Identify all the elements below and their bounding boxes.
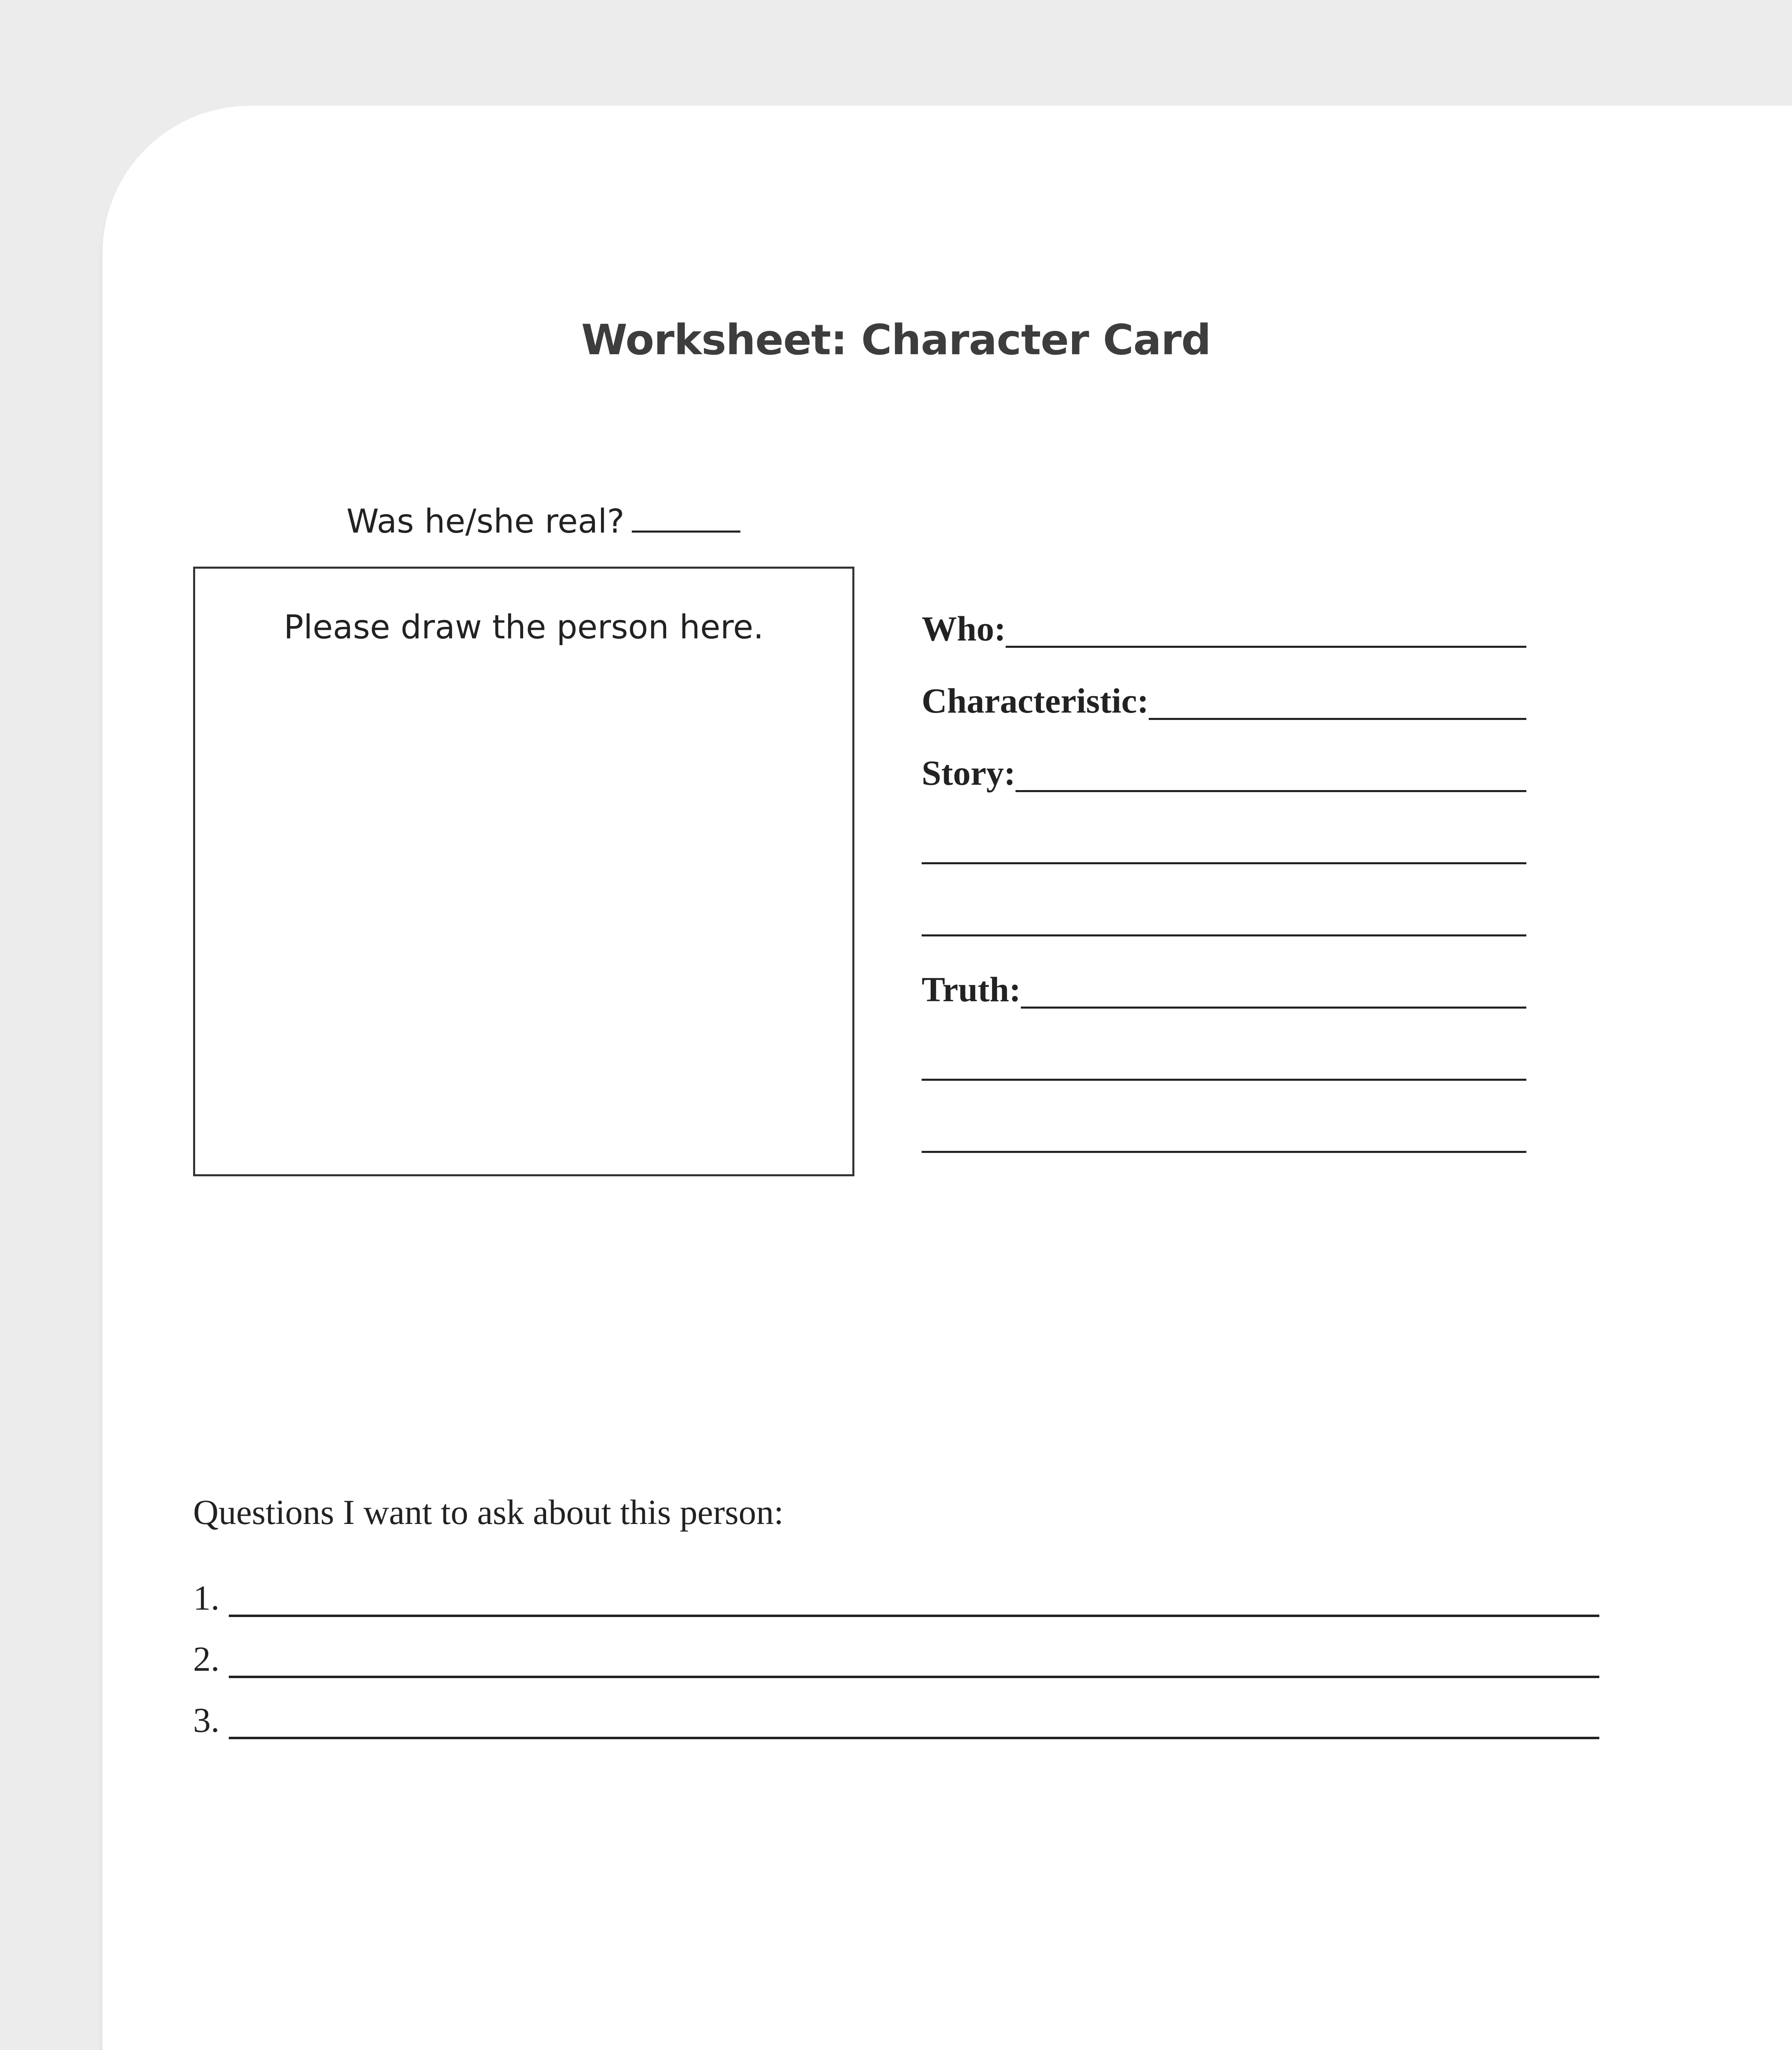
truth-extra-line-1	[922, 1036, 1526, 1081]
real-answer-line[interactable]	[632, 501, 740, 533]
truth-extra-line-2	[922, 1108, 1526, 1153]
worksheet-title: Worksheet: Character Card	[581, 316, 1211, 364]
story-extra-line-1	[922, 819, 1526, 864]
truth-field	[922, 963, 1526, 1009]
who-label: Who:	[922, 609, 1006, 648]
who-line[interactable]	[1006, 642, 1526, 648]
story-field	[922, 747, 1526, 792]
question-line[interactable]	[229, 1733, 1599, 1739]
question-row	[193, 1694, 1599, 1739]
story-extra-line-2	[922, 891, 1526, 936]
truth-label: Truth:	[922, 970, 1021, 1009]
characteristic-field	[922, 675, 1526, 720]
question-number: 3.	[193, 1700, 220, 1740]
characteristic-label: Characteristic:	[922, 681, 1149, 720]
drawing-box[interactable]	[193, 567, 854, 1176]
question-line[interactable]	[229, 1672, 1599, 1678]
question-row	[193, 1572, 1599, 1617]
question-number: 2.	[193, 1639, 220, 1679]
questions-heading: Questions I want to ask about this person:	[193, 1492, 784, 1532]
who-field	[922, 603, 1526, 648]
story-line-2[interactable]	[922, 858, 1526, 864]
truth-line-3[interactable]	[922, 1147, 1526, 1153]
real-question	[346, 501, 740, 540]
characteristic-line[interactable]	[1149, 714, 1526, 720]
story-line[interactable]	[1016, 786, 1526, 792]
truth-line-2[interactable]	[922, 1075, 1526, 1081]
truth-line[interactable]	[1021, 1002, 1526, 1009]
real-question-label: Was he/she real?	[346, 502, 625, 540]
story-line-3[interactable]	[922, 930, 1526, 936]
question-row	[193, 1633, 1599, 1678]
story-label: Story:	[922, 753, 1016, 793]
question-line[interactable]	[229, 1610, 1599, 1617]
drawing-box-label: Please draw the person here.	[284, 608, 764, 646]
question-number: 1.	[193, 1578, 220, 1617]
